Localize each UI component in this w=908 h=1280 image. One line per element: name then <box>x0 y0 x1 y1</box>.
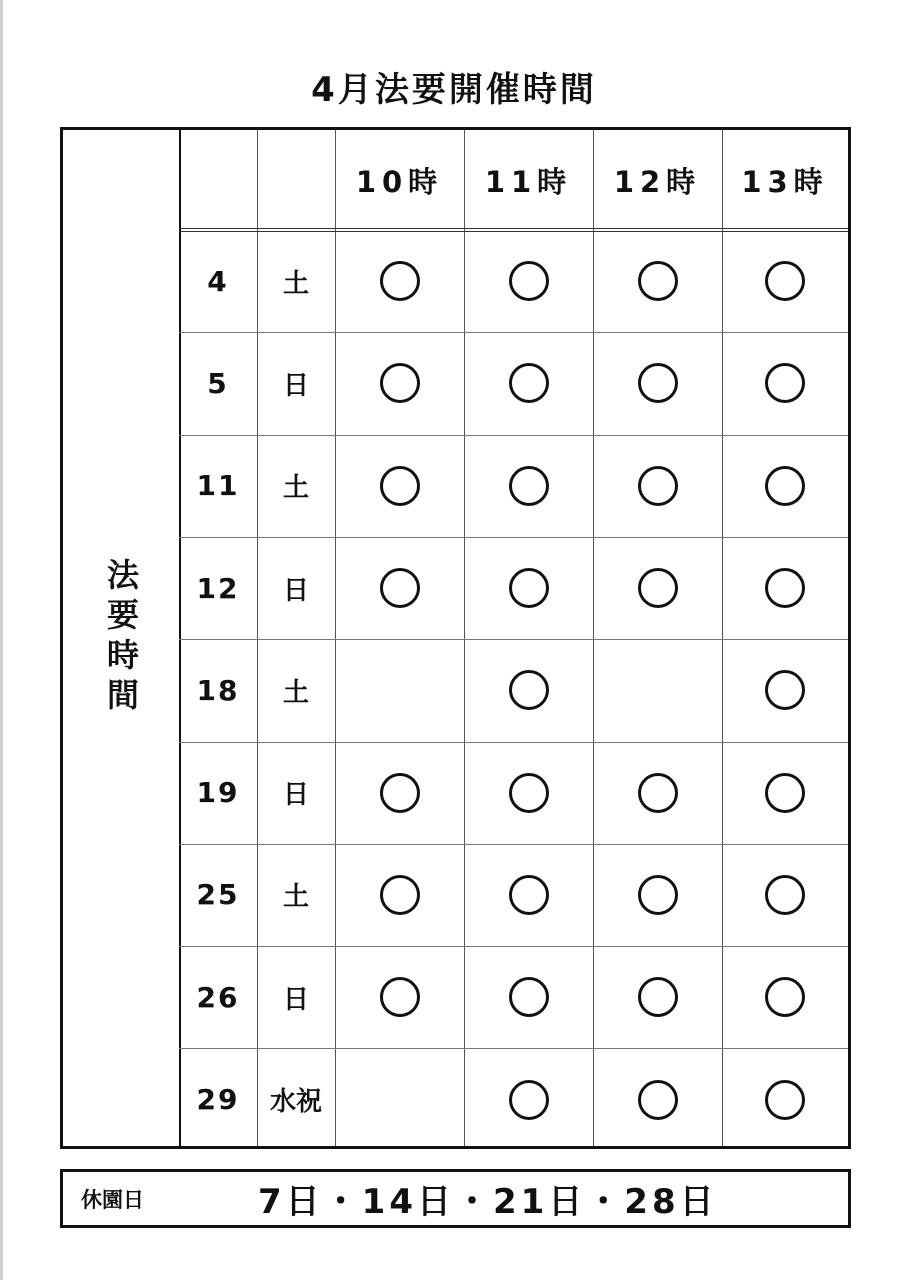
slot-cell <box>593 230 722 332</box>
weekday-cell <box>257 946 335 1048</box>
weekday-label: 日 <box>282 575 309 606</box>
available-circle-icon <box>509 568 549 608</box>
slot-cell <box>593 742 722 844</box>
slot-cell <box>722 332 848 434</box>
page-title: 4月法要開催時間 <box>311 70 597 110</box>
slot-cell <box>335 844 464 946</box>
date-cell <box>179 742 257 844</box>
closed-days-box <box>60 1169 851 1228</box>
slot-cell <box>464 435 593 537</box>
available-circle-icon <box>765 773 805 813</box>
date-label: 25 <box>196 878 240 912</box>
slot-cell <box>464 332 593 434</box>
available-circle-icon <box>765 261 805 301</box>
time-header <box>335 130 464 230</box>
available-circle-icon <box>638 773 678 813</box>
time-header-label: 13時 <box>741 164 829 199</box>
weekday-cell <box>257 639 335 741</box>
slot-cell <box>722 230 848 332</box>
slot-cell <box>335 742 464 844</box>
available-circle-icon <box>638 466 678 506</box>
weekday-label: 日 <box>282 780 309 811</box>
slot-cell <box>464 946 593 1048</box>
date-label: 18 <box>196 673 240 707</box>
weekday-cell <box>257 230 335 332</box>
time-header-label: 10時 <box>355 164 444 199</box>
slot-cell <box>335 435 464 537</box>
slot-cell <box>335 537 464 639</box>
available-circle-icon <box>638 977 678 1017</box>
date-label: 11 <box>196 469 240 503</box>
available-circle-icon <box>765 670 805 710</box>
time-header <box>464 130 593 230</box>
available-circle-icon <box>380 466 420 506</box>
weekday-cell <box>257 742 335 844</box>
date-label: 12 <box>196 571 240 605</box>
available-circle-icon <box>638 875 678 915</box>
time-header-label: 12時 <box>613 164 702 199</box>
available-circle-icon <box>638 261 678 301</box>
slot-cell <box>464 537 593 639</box>
available-circle-icon <box>765 1080 805 1120</box>
available-circle-icon <box>638 568 678 608</box>
available-circle-icon <box>509 977 549 1017</box>
available-circle-icon <box>509 773 549 813</box>
side-label <box>63 130 179 1146</box>
available-circle-icon <box>509 363 549 403</box>
slot-cell <box>335 332 464 434</box>
side-label-text: 法要時間 <box>102 558 140 718</box>
time-header <box>593 130 722 230</box>
slot-cell <box>335 946 464 1048</box>
date-cell <box>179 844 257 946</box>
weekday-label: 水祝 <box>269 1087 322 1118</box>
slot-cell <box>722 435 848 537</box>
date-cell <box>179 1048 257 1150</box>
closed-days: 7日・14日・21日・28日 <box>258 1182 718 1222</box>
date-cell <box>179 946 257 1048</box>
available-circle-icon <box>509 1080 549 1120</box>
weekday-cell <box>257 1048 335 1150</box>
slot-cell <box>593 537 722 639</box>
slot-cell <box>593 639 722 741</box>
date-cell <box>179 639 257 741</box>
slot-cell <box>593 844 722 946</box>
weekday-label: 日 <box>282 370 309 401</box>
date-label: 29 <box>196 1083 240 1117</box>
slot-cell <box>464 639 593 741</box>
available-circle-icon <box>380 977 420 1017</box>
weekday-cell <box>257 435 335 537</box>
weekday-cell <box>257 332 335 434</box>
slot-cell <box>335 639 464 741</box>
available-circle-icon <box>380 875 420 915</box>
date-label: 4 <box>207 264 229 298</box>
available-circle-icon <box>765 875 805 915</box>
date-label: 26 <box>196 980 240 1014</box>
slot-cell <box>593 332 722 434</box>
date-cell <box>179 332 257 434</box>
slot-cell <box>464 230 593 332</box>
available-circle-icon <box>765 363 805 403</box>
available-circle-icon <box>765 977 805 1017</box>
time-header <box>722 130 848 230</box>
available-circle-icon <box>765 466 805 506</box>
available-circle-icon <box>380 363 420 403</box>
slot-cell <box>722 946 848 1048</box>
slot-cell <box>722 742 848 844</box>
weekday-label: 日 <box>282 984 309 1015</box>
available-circle-icon <box>509 670 549 710</box>
weekday-cell <box>257 537 335 639</box>
slot-cell <box>464 844 593 946</box>
date-label: 5 <box>207 366 229 400</box>
available-circle-icon <box>380 261 420 301</box>
slot-cell <box>722 639 848 741</box>
slot-cell <box>464 1048 593 1150</box>
slot-cell <box>593 1048 722 1150</box>
slot-cell <box>335 1048 464 1150</box>
slot-cell <box>593 946 722 1048</box>
date-cell <box>179 537 257 639</box>
time-header-label: 11時 <box>484 164 573 199</box>
available-circle-icon <box>638 363 678 403</box>
schedule-table <box>60 127 851 1149</box>
closed-label: 休園日 <box>81 1187 144 1212</box>
slot-cell <box>464 742 593 844</box>
slot-cell <box>593 435 722 537</box>
available-circle-icon <box>765 568 805 608</box>
available-circle-icon <box>509 466 549 506</box>
date-cell <box>179 230 257 332</box>
date-cell <box>179 435 257 537</box>
slot-cell <box>722 1048 848 1150</box>
page-edge <box>0 0 3 1280</box>
available-circle-icon <box>380 568 420 608</box>
date-label: 19 <box>196 776 240 810</box>
weekday-label: 土 <box>282 677 309 708</box>
available-circle-icon <box>380 773 420 813</box>
available-circle-icon <box>509 261 549 301</box>
available-circle-icon <box>638 1080 678 1120</box>
available-circle-icon <box>509 875 549 915</box>
weekday-label: 土 <box>282 268 309 299</box>
slot-cell <box>722 844 848 946</box>
weekday-label: 土 <box>282 473 309 504</box>
slot-cell <box>722 537 848 639</box>
weekday-cell <box>257 844 335 946</box>
weekday-label: 土 <box>282 882 309 913</box>
slot-cell <box>335 230 464 332</box>
